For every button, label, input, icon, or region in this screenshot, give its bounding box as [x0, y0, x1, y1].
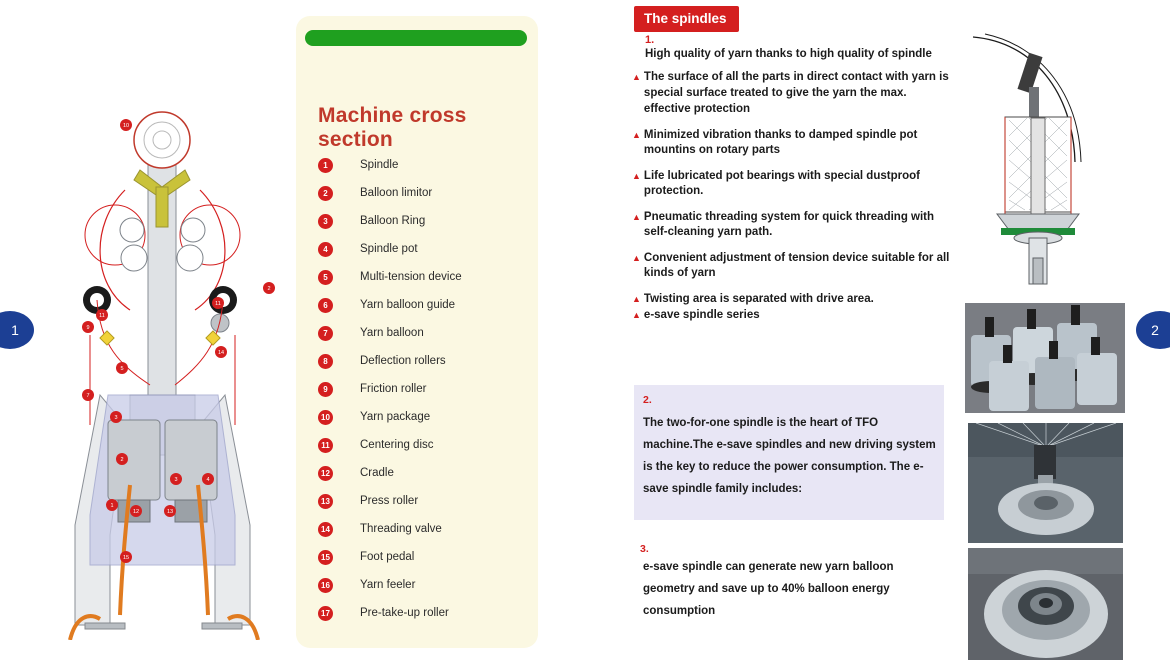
triangle-bullet-icon: ▲ [632, 293, 641, 304]
legend-number-badge: 12 [318, 466, 333, 481]
triangle-bullet-icon: ▲ [632, 211, 641, 222]
legend-item-label: Deflection rollers [360, 355, 446, 367]
legend-number-badge: 14 [318, 522, 333, 537]
spindle-cone-closeup-photo [968, 423, 1123, 543]
legend-number-badge: 2 [318, 186, 333, 201]
list-item[interactable] [318, 571, 528, 599]
bullet-item [632, 292, 957, 308]
bullet-text: Pneumatic threading system for quick threading with self-cleaning yarn path. [643, 210, 935, 238]
note-2-number: 2. [643, 394, 652, 406]
svg-text:5: 5 [120, 366, 124, 372]
machine-cross-section-figure [30, 95, 295, 640]
spindle-technical-drawing-image [963, 32, 1128, 294]
legend-item-label: Threading valve [360, 523, 442, 535]
svg-text:15: 15 [122, 555, 130, 561]
list-item[interactable] [318, 403, 528, 431]
list-item[interactable] [318, 459, 528, 487]
bullet-text: e-save spindle series [643, 309, 760, 321]
list-item[interactable] [318, 291, 528, 319]
bullet-item [632, 70, 957, 101]
legend-number-badge: 7 [318, 326, 333, 341]
legend-item-label: Yarn balloon [360, 327, 424, 339]
legend-number-badge: 4 [318, 242, 333, 257]
list-item[interactable] [318, 263, 528, 291]
list-item[interactable] [318, 515, 528, 543]
svg-text:13: 13 [166, 509, 174, 515]
svg-text:9: 9 [86, 325, 90, 331]
list-item[interactable] [318, 599, 528, 627]
green-accent-bar [305, 30, 527, 46]
note-2-text: The two-for-one spindle is the heart of TFO machine.The e-save spindles and new driving system is the key to reduce the power consumption. The e-save spindle family includes: [643, 417, 936, 495]
bullet-item [632, 210, 957, 241]
legend-title: Machine cross section [318, 104, 467, 151]
legend-item-label: Balloon Ring [360, 215, 426, 227]
legend-number-badge: 16 [318, 578, 333, 593]
bullet-number-1: 1. [645, 34, 655, 46]
section-header-the-spindles: The spindles [634, 6, 739, 32]
legend-item-label: Press roller [360, 495, 419, 507]
legend-item-label: Foot pedal [360, 551, 415, 563]
legend-item-label: Yarn balloon guide [360, 299, 456, 311]
bullet-item [632, 308, 957, 324]
previous-page-button[interactable] [0, 311, 34, 349]
triangle-bullet-icon: ▲ [632, 129, 641, 140]
svg-text:4: 4 [206, 477, 210, 483]
note-box-2 [634, 385, 944, 520]
legend-item-label: Spindle [360, 159, 399, 171]
svg-text:11: 11 [99, 313, 105, 319]
legend-item-label: Spindle pot [360, 243, 418, 255]
list-item[interactable] [318, 375, 528, 403]
list-item[interactable] [318, 235, 528, 263]
legend-item-label: Cradle [360, 467, 394, 479]
next-page-label: 2 [1151, 322, 1159, 338]
bullet-text: Minimized vibration thanks to damped spindle pot mountins on rotary parts [643, 128, 918, 156]
svg-text:3: 3 [174, 477, 178, 483]
list-item[interactable] [318, 151, 528, 179]
legend-number-badge: 9 [318, 382, 333, 397]
svg-text:3: 3 [114, 415, 118, 421]
legend-number-badge: 15 [318, 550, 333, 565]
legend-number-badge: 3 [318, 214, 333, 229]
bullet-text: Life lubricated pot bearings with special dustproof protection. [643, 169, 920, 197]
legend-number-badge: 1 [318, 158, 333, 173]
bullet-text: effective protection [643, 103, 750, 115]
legend-item-label: Centering disc [360, 439, 434, 451]
spindle-pots-photo [965, 303, 1125, 413]
bullet-item [632, 251, 957, 282]
legend-item-label: Pre-take-up roller [360, 607, 449, 619]
legend-number-badge: 6 [318, 298, 333, 313]
legend-item-label: Friction roller [360, 383, 427, 395]
svg-text:7: 7 [86, 393, 90, 399]
svg-text:14: 14 [217, 350, 225, 356]
svg-text:1: 1 [110, 503, 114, 509]
triangle-bullet-icon: ▲ [632, 252, 641, 263]
legend-number-badge: 17 [318, 606, 333, 621]
legend-number-badge: 8 [318, 354, 333, 369]
legend-number-badge: 11 [318, 438, 333, 453]
legend-item-label: Balloon limitor [360, 187, 433, 199]
bullet-item [632, 128, 957, 159]
list-item[interactable] [318, 487, 528, 515]
bullet-text: The surface of all the parts in direct contact with yarn is special surface treated to give the yarn the max. [643, 71, 949, 99]
legend-item-label: Yarn package [360, 411, 431, 423]
legend-number-badge: 10 [318, 410, 333, 425]
legend-card [296, 16, 538, 648]
bullet-text: Convenient adjustment of tension device suitable for all kinds of yarn [643, 251, 950, 279]
legend-item-label: Multi-tension device [360, 271, 462, 283]
list-item[interactable] [318, 347, 528, 375]
legend-item-label: Yarn feeler [360, 579, 416, 591]
legend-list [318, 151, 528, 627]
svg-text:12: 12 [132, 509, 140, 515]
bullet-item [632, 102, 957, 118]
previous-page-label: 1 [11, 322, 19, 338]
triangle-bullet-icon: ▲ [632, 310, 641, 320]
bullet-text: Twisting area is separated with drive area. [643, 292, 874, 305]
list-item[interactable] [318, 431, 528, 459]
spindles-bullet-list [632, 34, 957, 324]
svg-text:2: 2 [267, 286, 271, 292]
legend-number-badge: 13 [318, 494, 333, 509]
list-item[interactable] [318, 179, 528, 207]
note-3-number: 3. [640, 543, 649, 555]
triangle-bullet-icon: ▲ [632, 72, 641, 82]
next-page-button[interactable] [1136, 311, 1170, 349]
note-3-text: e-save spindle can generate new yarn balloon geometry and save up to 40% balloon energy consumption [643, 561, 894, 617]
list-item[interactable] [318, 543, 528, 571]
legend-number-badge: 5 [318, 270, 333, 285]
spindle-bearing-closeup-photo [968, 548, 1123, 660]
bullet-1-text: High quality of yarn thanks to high quality of spindle [645, 48, 932, 60]
list-item[interactable] [318, 319, 528, 347]
svg-text:11: 11 [215, 301, 221, 307]
list-item[interactable] [318, 207, 528, 235]
triangle-bullet-icon: ▲ [632, 170, 641, 181]
bullet-item [632, 169, 957, 200]
svg-text:10: 10 [122, 123, 130, 129]
svg-text:2: 2 [120, 457, 124, 463]
